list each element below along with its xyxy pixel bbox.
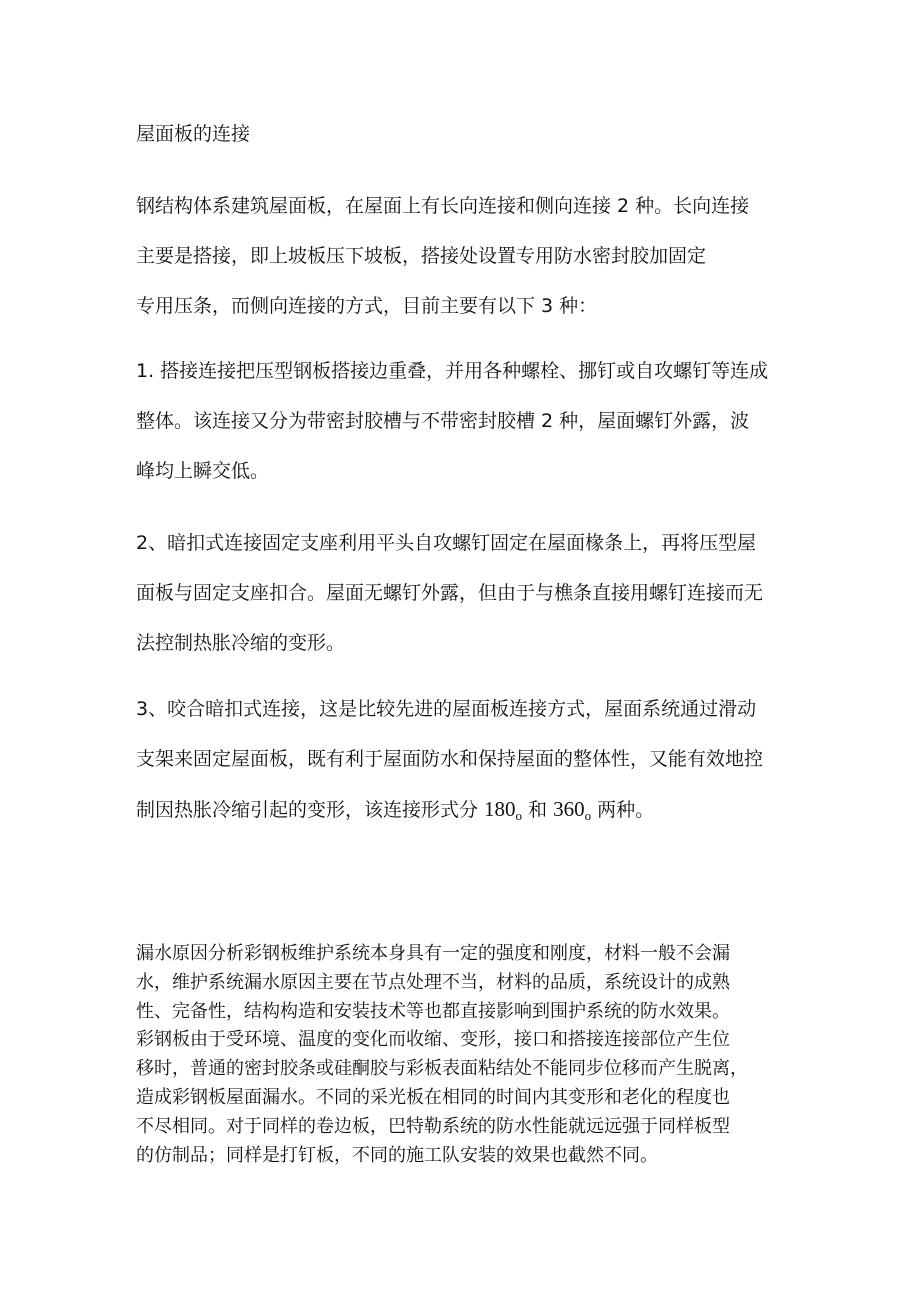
item-3-line: 支架来固定屋面板，既有利于屋面防水和保持屋面的整体性，又能有效地控 <box>136 748 764 770</box>
leakage-line: 漏水原因分析彩钢板维护系统本身具有一定的强度和刚度，材料一般不会漏 <box>136 943 730 964</box>
item-3-line-prefix: 制因热胀冷缩引起的变形，该连接形式分 <box>136 799 485 821</box>
leakage-line: 不尽相同。对于同样的卷边板，巴特勒系统的防水性能就远远强于同样板型 <box>136 1115 730 1137</box>
leakage-paragraph <box>136 940 796 1170</box>
item-1-paragraph <box>136 357 796 507</box>
item-3-connector: 和 <box>522 799 554 821</box>
intro-line: 主要是搭接，即上坡板压下坡板，搭接处设置专用防水密封胶加固定 <box>136 245 707 267</box>
leakage-line: 性、完备性，结构构造和安装技术等也都直接影响到围护系统的防水效果。 <box>136 1000 730 1022</box>
leakage-line: 造成彩钢板屋面漏水。不同的采光板在相同的时间内其变形和老化的程度也 <box>136 1086 730 1108</box>
angle-180-value: 180 <box>484 797 516 821</box>
item-2-line: 2、暗扣式连接固定支座利用平头自攻螺钉固定在屋面椽条上，再将压型屋 <box>136 532 757 554</box>
item-3-suffix: 两种。 <box>591 799 655 821</box>
item-3-paragraph <box>136 695 796 845</box>
item-2-line: 法控制热胀冷缩的变形。 <box>136 632 346 654</box>
leakage-line: 移时，普通的密封胶条或硅酮胶与彩板表面粘结处不能同步位移而产生脱离， <box>136 1058 748 1080</box>
degree-mark: o <box>515 808 523 823</box>
leakage-line: 水，维护系统漏水原因主要在节点处理不当，材料的品质，系统设计的成熟 <box>136 971 730 993</box>
intro-paragraph <box>136 192 796 342</box>
leakage-line: 彩钢板由于受环境、温度的变化而收缩、变形，接口和搭接连接部位产生位 <box>136 1029 730 1051</box>
item-3-line <box>136 795 796 845</box>
degree-mark: o <box>584 808 592 823</box>
angle-360-value: 360 <box>553 797 585 821</box>
intro-line: 专用压条，而侧向连接的方式，目前主要有以下 3 种： <box>136 295 598 317</box>
item-2-paragraph <box>136 529 796 679</box>
item-3-line: 3、咬合暗扣式连接，这是比较先进的屋面板连接方式，屋面系统通过滑动 <box>136 698 757 720</box>
item-1-line: 整体。该连接又分为带密封胶槽与不带密封胶槽 2 种，屋面螺钉外露，波 <box>136 410 750 432</box>
leakage-line: 的仿制品；同样是打钉板，不同的施工队安装的效果也截然不同。 <box>136 1144 658 1166</box>
item-2-line: 面板与固定支座扣合。屋面无螺钉外露，但由于与樵条直接用螺钉连接而无 <box>136 582 764 604</box>
document-title: 屋面板的连接 <box>136 123 251 145</box>
item-1-line: 峰均上瞬交低。 <box>136 460 270 482</box>
intro-line: 钢结构体系建筑屋面板，在屋面上有长向连接和侧向连接 2 种。长向连接 <box>136 195 750 217</box>
item-1-line: 1. 搭接连接把压型钢板搭接边重叠，并用各种螺栓、挪钉或自攻螺钉等连成 <box>136 360 769 382</box>
